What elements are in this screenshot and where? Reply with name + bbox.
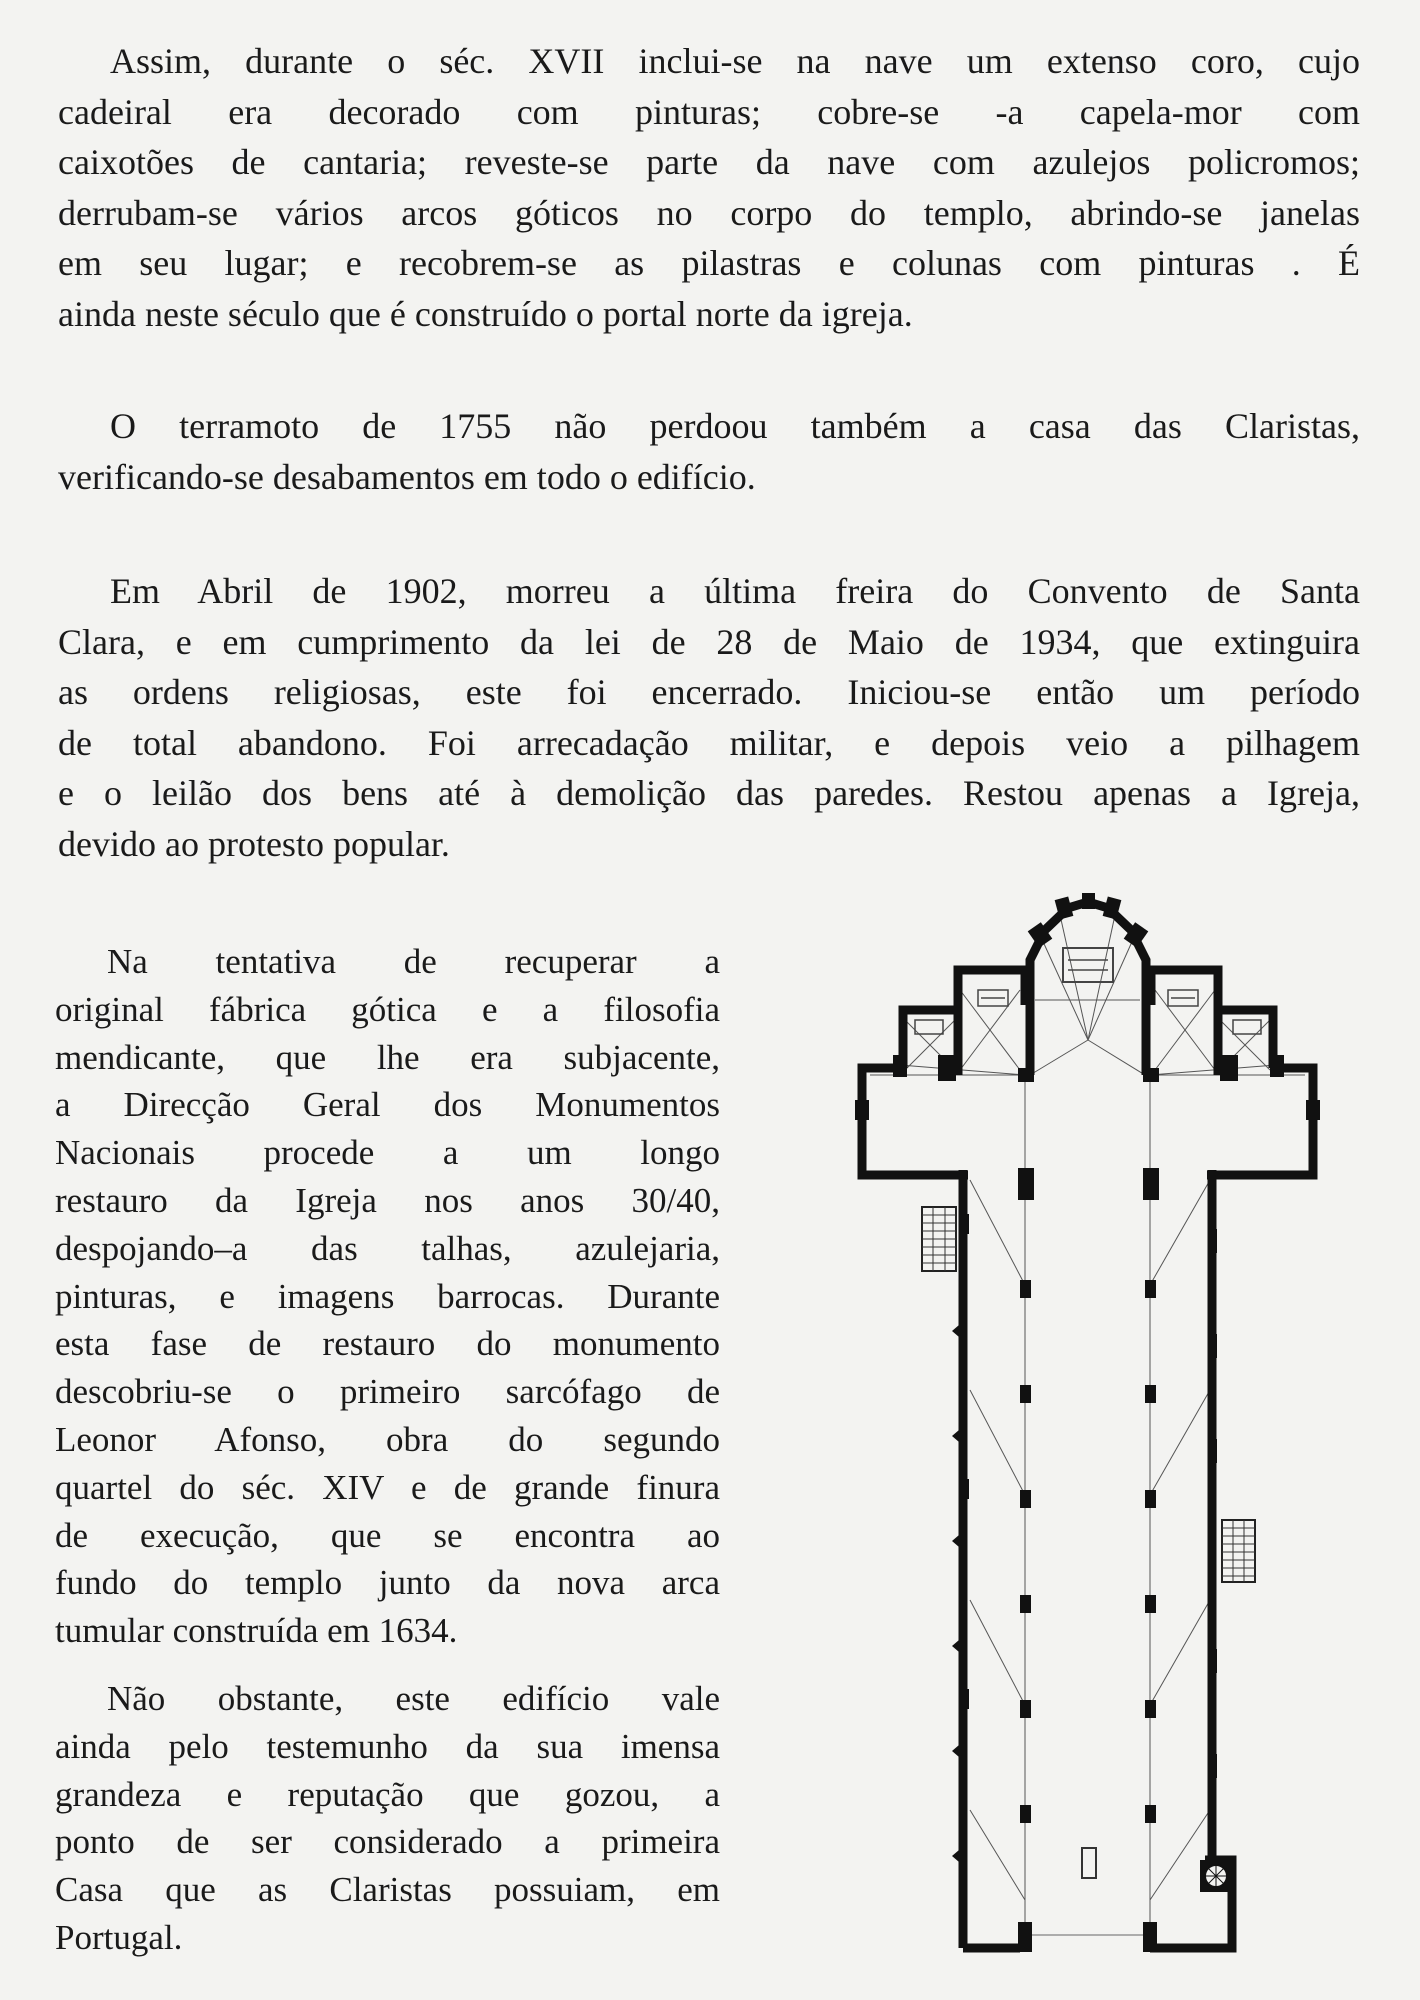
plan-wall-window-marks bbox=[963, 1215, 1216, 1777]
plan-south-portal bbox=[1222, 1520, 1255, 1582]
plan-tomb bbox=[1082, 1848, 1096, 1878]
text-line: as ordens religiosas, este foi encerrado. Iniciou-se então um período bbox=[58, 672, 1360, 712]
text-line: e o leilão dos bens até à demolição das paredes. Restou apenas a Igreja, bbox=[58, 773, 1360, 813]
text-line: caixotões de cantaria; reveste-se parte da nave com azulejos policromos; bbox=[58, 142, 1360, 182]
plan-crossing-piers bbox=[1018, 1068, 1159, 1200]
text-line: quartel do séc. XIV e de grande finura bbox=[55, 1467, 720, 1507]
paragraph-earthquake-1755 bbox=[58, 401, 1360, 502]
text-line: derrubam-se vários arcos góticos no corpo do templo, abrindo-se janelas bbox=[58, 192, 1360, 233]
paragraph-conclusion bbox=[55, 1675, 720, 1962]
text-line: Em Abril de 1902, morreu a última freira do Convento de Santa bbox=[110, 571, 1360, 611]
text-line: O terramoto de 1755 não perdoou também a casa das Claristas, bbox=[110, 406, 1360, 446]
text-line: Portugal. bbox=[55, 1917, 183, 1957]
plan-transept-windows bbox=[855, 1055, 1320, 1120]
text-line: devido ao protesto popular. bbox=[58, 823, 450, 864]
plan-north-portal bbox=[922, 1207, 956, 1271]
text-line: Leonor Afonso, obra do segundo bbox=[55, 1419, 720, 1459]
text-line: em seu lugar; e recobrem-se as pilastras e colunas com pinturas . É bbox=[58, 243, 1360, 283]
text-line: Casa que as Claristas possuiam, em bbox=[55, 1870, 720, 1910]
church-floor-plan bbox=[845, 885, 1325, 1965]
text-line: ainda neste século que é construído o portal norte da igreja. bbox=[58, 293, 913, 334]
text-line: mendicante, que lhe era subjacente, bbox=[55, 1037, 720, 1077]
text-line: ainda pelo testemunho da sua imensa bbox=[55, 1726, 720, 1766]
text-line: Não obstante, este edifício vale bbox=[107, 1679, 720, 1718]
text-line: despojando–a das talhas, azulejaria, bbox=[55, 1228, 720, 1268]
text-line: descobriu-se o primeiro sarcófago de bbox=[55, 1372, 720, 1412]
plan-wall-buttresses bbox=[952, 1325, 959, 1862]
text-line: ponto de ser considerado a primeira bbox=[55, 1822, 720, 1862]
text-line: Clara, e em cumprimento da lei de 28 de Maio de 1934, que extinguira bbox=[58, 621, 1360, 662]
text-line: fundo do templo junto da nova arca bbox=[55, 1563, 720, 1603]
text-line: cadeiral era decorado com pinturas; cobre-se -a capela-mor com bbox=[58, 91, 1360, 132]
text-line: original fábrica gótica e a filosofia bbox=[55, 989, 720, 1029]
text-line: de total abandono. Foi arrecadação militar, e depois veio a pilhagem bbox=[58, 722, 1360, 763]
plan-transept bbox=[862, 970, 1313, 1175]
paragraph-1902-closure bbox=[58, 566, 1360, 869]
plan-nave-columns bbox=[1020, 1280, 1156, 1823]
text-line: Assim, durante o séc. XVII inclui-se na nave um extenso coro, cujo bbox=[110, 41, 1360, 81]
paragraph-seventeenth-century bbox=[58, 36, 1360, 339]
text-line: restauro da Igreja nos anos 30/40, bbox=[55, 1180, 720, 1220]
text-line: esta fase de restauro do monumento bbox=[55, 1324, 720, 1364]
text-line: Nacionais procede a um longo bbox=[55, 1133, 720, 1173]
text-line: pinturas, e imagens barrocas. Durante bbox=[55, 1276, 720, 1316]
text-line: a Direcção Geral dos Monumentos bbox=[55, 1085, 720, 1125]
plan-chapel-altars bbox=[915, 990, 1261, 1034]
text-line: verificando-se desabamentos em todo o edifício. bbox=[58, 456, 756, 497]
plan-west-door bbox=[1018, 1922, 1157, 1952]
text-line: Na tentativa de recuperar a bbox=[107, 942, 720, 981]
plan-nave-walls bbox=[963, 1170, 1232, 1948]
text-line: tumular construída em 1634. bbox=[55, 1611, 458, 1651]
text-line: grandeza e reputação que gozou, a bbox=[55, 1774, 720, 1814]
plan-spiral-stair bbox=[1200, 1860, 1232, 1892]
text-line: de execução, que se encontra ao bbox=[55, 1515, 720, 1555]
paragraph-restoration bbox=[55, 938, 720, 1655]
plan-guide-lines bbox=[870, 915, 1305, 1925]
plan-apse bbox=[1028, 893, 1149, 1075]
